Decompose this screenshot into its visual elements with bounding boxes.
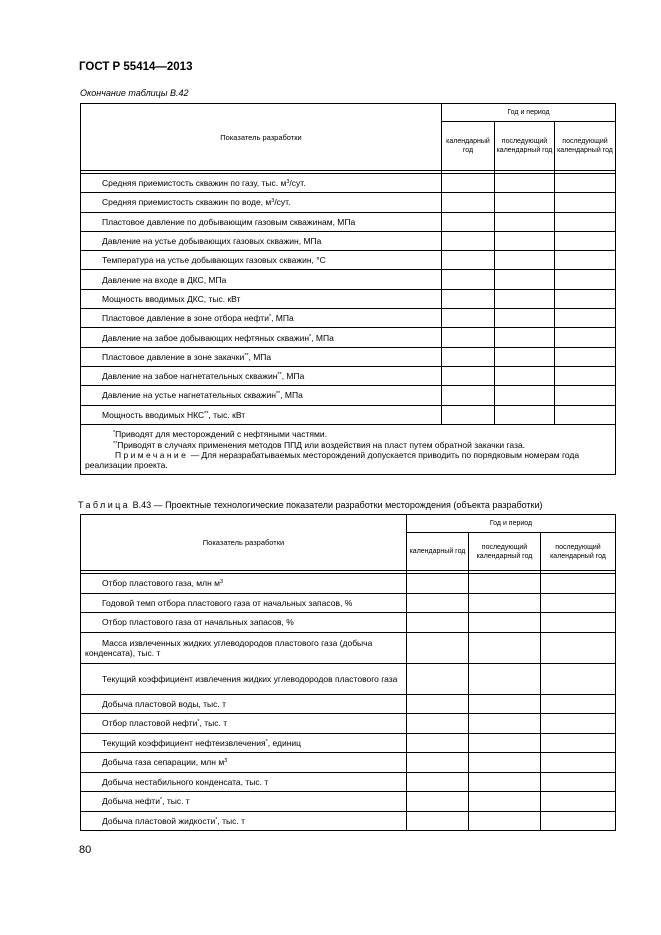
value-cell xyxy=(541,663,616,694)
indicator-label: Добыча газа сепарации, млн $м^3$ xyxy=(81,753,407,773)
table-row xyxy=(81,694,616,714)
value-cell xyxy=(495,289,555,308)
value-cell xyxy=(407,772,469,792)
value-cell xyxy=(541,632,616,663)
value-cell xyxy=(555,347,616,366)
footnote-2: **Приводят в случаях применения методов ППД или воздействия на пласт путем обратной закачки газа. xyxy=(113,439,526,450)
indicator-label: Мощность вводимых НКС**, тыс. кВт xyxy=(81,405,442,424)
footnote-1: *Приводят для месторождений с нефтяными частями. xyxy=(113,428,327,439)
indicator-label: Температура на устье добывающих газовых скважин, °C xyxy=(81,251,442,270)
value-cell xyxy=(442,347,495,366)
value-cell xyxy=(555,251,616,270)
value-cell xyxy=(495,212,555,231)
table-row xyxy=(81,613,616,633)
value-cell xyxy=(555,289,616,308)
table-row xyxy=(81,714,616,734)
table-b43-caption: Таблица В.43 — Проектные технологические показатели разработки месторождения (объекта разработки) xyxy=(78,500,543,510)
table-row xyxy=(81,811,616,831)
table-row xyxy=(81,366,616,385)
table-row xyxy=(81,772,616,792)
value-cell xyxy=(407,593,469,613)
value-cell xyxy=(555,193,616,212)
indicator-label: Давление на устье добывающих газовых скважин, МПа xyxy=(81,231,442,250)
document-header: ГОСТ Р 55414—2013 xyxy=(79,61,193,73)
table-row xyxy=(81,347,616,366)
value-cell xyxy=(442,174,495,193)
table-row xyxy=(81,733,616,753)
value-cell xyxy=(407,733,469,753)
table-row xyxy=(81,212,616,231)
value-cell xyxy=(541,753,616,773)
next-calendar-year-header: последующий календарный год xyxy=(469,533,541,571)
value-cell xyxy=(407,714,469,734)
value-cell xyxy=(469,574,541,594)
page-number: 80 xyxy=(79,844,92,856)
indicator-label: Текущий коэффициент нефтеизвлечения*, единиц xyxy=(81,733,407,753)
value-cell xyxy=(555,405,616,424)
value-cell xyxy=(469,663,541,694)
value-cell xyxy=(555,231,616,250)
value-cell xyxy=(495,386,555,405)
value-cell xyxy=(495,405,555,424)
value-cell xyxy=(469,613,541,633)
value-cell xyxy=(407,792,469,812)
indicator-label: Текущий коэффициент извлечения жидких углеводородов пластового газа xyxy=(81,663,407,694)
indicator-label: Добыча пластовой жидкости*, тыс. т xyxy=(81,811,407,831)
table-row xyxy=(81,231,616,250)
table-row xyxy=(81,753,616,773)
calendar-year-header: календарный год xyxy=(407,533,469,571)
indicator-label: Масса извлеченных жидких углеводородов пластового газа (добыча конденсата), тыс. т xyxy=(81,632,407,663)
table-continuation-caption: Окончание таблицы В.42 xyxy=(80,88,189,98)
table-row xyxy=(81,593,616,613)
value-cell xyxy=(442,251,495,270)
table-row xyxy=(81,309,616,328)
table-b43 xyxy=(80,514,616,831)
table-row xyxy=(81,386,616,405)
indicator-label: Отбор пластовой нефти*, тыс. т xyxy=(81,714,407,734)
value-cell xyxy=(442,289,495,308)
value-cell xyxy=(555,309,616,328)
value-cell xyxy=(541,593,616,613)
indicator-header: Показатель разработки xyxy=(81,104,442,171)
value-cell xyxy=(407,694,469,714)
value-cell xyxy=(541,714,616,734)
indicator-label: Пластовое давление в зоне отбора нефти*, МПа xyxy=(81,309,442,328)
value-cell xyxy=(469,772,541,792)
period-group-header: Год и период xyxy=(407,515,616,533)
table-notes xyxy=(81,424,616,474)
value-cell xyxy=(495,270,555,289)
table-row xyxy=(81,251,616,270)
indicator-label: Средняя приемистость скважин по газу, тыс. $м^3$/сут. xyxy=(81,174,442,193)
value-cell xyxy=(407,663,469,694)
value-cell xyxy=(442,386,495,405)
value-cell xyxy=(541,811,616,831)
indicator-label: Средняя приемистость скважин по воде, $м^3$/сут. xyxy=(81,193,442,212)
indicator-label: Давление на забое добывающих нефтяных скважин*, МПа xyxy=(81,328,442,347)
value-cell xyxy=(541,574,616,594)
indicator-label: Добыча нефти*, тыс. т xyxy=(81,792,407,812)
value-cell xyxy=(555,270,616,289)
value-cell xyxy=(469,753,541,773)
value-cell xyxy=(495,366,555,385)
table-row xyxy=(81,289,616,308)
table-row xyxy=(81,632,616,663)
value-cell xyxy=(407,632,469,663)
value-cell xyxy=(469,632,541,663)
indicator-label: Добыча нестабильного конденсата, тыс. т xyxy=(81,772,407,792)
value-cell xyxy=(442,328,495,347)
value-cell xyxy=(495,193,555,212)
value-cell xyxy=(469,593,541,613)
value-cell xyxy=(407,811,469,831)
indicator-label: Добыча пластовой воды, тыс. т xyxy=(81,694,407,714)
table-row xyxy=(81,792,616,812)
value-cell xyxy=(407,574,469,594)
indicator-label: Давление на входе в ДКС, МПа xyxy=(81,270,442,289)
table-row xyxy=(81,193,616,212)
value-cell xyxy=(469,792,541,812)
value-cell xyxy=(555,386,616,405)
indicator-label: Пластовое давление в зоне закачки**, МПа xyxy=(81,347,442,366)
indicator-label: Давление на забое нагнетательных скважин**, МПа xyxy=(81,366,442,385)
table-row xyxy=(81,174,616,193)
indicator-header: Показатель разработки xyxy=(81,515,407,571)
value-cell xyxy=(495,174,555,193)
indicator-label: Мощность вводимых ДКС, тыс. кВт xyxy=(81,289,442,308)
indicator-label: Отбор пластового газа, млн $м^3$ xyxy=(81,574,407,594)
value-cell xyxy=(442,270,495,289)
indicator-label: Отбор пластового газа от начальных запасов, % xyxy=(81,613,407,633)
table-row xyxy=(81,328,616,347)
value-cell xyxy=(407,613,469,633)
value-cell xyxy=(541,772,616,792)
period-group-header: Год и период xyxy=(442,104,616,122)
indicator-label: Годовой темп отбора пластового газа от начальных запасов, % xyxy=(81,593,407,613)
table-row xyxy=(81,270,616,289)
value-cell xyxy=(495,347,555,366)
value-cell xyxy=(555,328,616,347)
value-cell xyxy=(442,231,495,250)
value-cell xyxy=(495,309,555,328)
value-cell xyxy=(555,174,616,193)
value-cell xyxy=(469,733,541,753)
value-cell xyxy=(541,694,616,714)
value-cell xyxy=(541,613,616,633)
next-calendar-year-header: последующий календарный год xyxy=(541,533,616,571)
calendar-year-header: календарный год xyxy=(442,122,495,171)
value-cell xyxy=(555,212,616,231)
indicator-label: Пластовое давление по добывающим газовым скважинам, МПа xyxy=(81,212,442,231)
value-cell xyxy=(442,405,495,424)
value-cell xyxy=(555,366,616,385)
value-cell xyxy=(469,811,541,831)
indicator-label: Давление на устье нагнетательных скважин**, МПа xyxy=(81,386,442,405)
value-cell xyxy=(541,733,616,753)
value-cell xyxy=(541,792,616,812)
value-cell xyxy=(442,212,495,231)
table-row xyxy=(81,574,616,594)
value-cell xyxy=(495,328,555,347)
value-cell xyxy=(442,366,495,385)
value-cell xyxy=(495,251,555,270)
table-row xyxy=(81,405,616,424)
table-row xyxy=(81,663,616,694)
value-cell xyxy=(407,753,469,773)
value-cell xyxy=(469,694,541,714)
table-b42 xyxy=(80,103,616,475)
value-cell xyxy=(469,714,541,734)
note: Примечание — Для неразрабатываемых месторождений допускается приводить по порядковым номерам года реализации проекта. xyxy=(85,449,580,470)
next-calendar-year-header: последующий календарный год xyxy=(495,122,555,171)
value-cell xyxy=(442,193,495,212)
next-calendar-year-header: последующий календарный год xyxy=(555,122,616,171)
value-cell xyxy=(495,231,555,250)
value-cell xyxy=(442,309,495,328)
